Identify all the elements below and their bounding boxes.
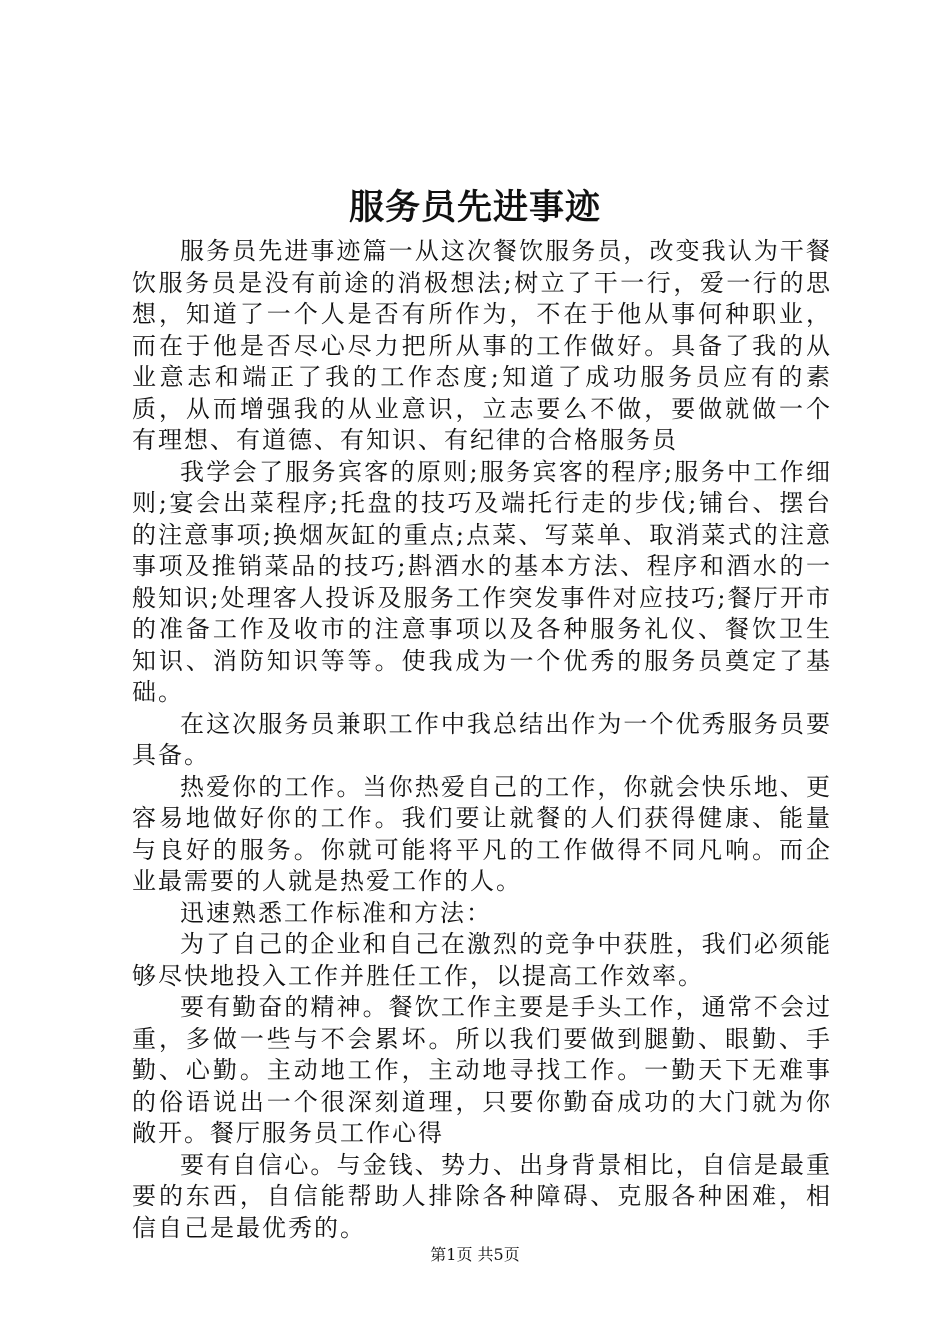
document-body <box>132 236 832 1244</box>
paragraph: 在这次服务员兼职工作中我总结出作为一个优秀服务员要具备。 <box>132 709 832 769</box>
paragraph: 迅速熟悉工作标准和方法： <box>180 898 492 927</box>
paragraph: 为了自己的企业和自己在激烈的竞争中获胜，我们必须能够尽快地投入工作并胜任工作，以提高工作效率。 <box>132 930 832 990</box>
paragraph: 要有勤奋的精神。餐饮工作主要是手头工作，通常不会过重，多做一些与不会累坏。所以我们要做到腿勤、眼勤、手勤、心勤。主动地工作，主动地寻找工作。一勤天下无难事的俗语说出一个很深刻道理，只要你勤奋成功的大门就为你敞开。餐厅服务员工作心得 <box>132 993 832 1147</box>
paragraph: 要有自信心。与金钱、势力、出身背景相比，自信是最重要的东西，自信能帮助人排除各种障碍、克服各种困难，相信自己是最优秀的。 <box>132 1150 832 1242</box>
paragraph: 服务员先进事迹篇一从这次餐饮服务员，改变我认为干餐饮服务员是没有前途的消极想法;树立了干一行，爱一行的思想，知道了一个人是否有所作为，不在于他从事何种职业，而在于他是否尽心尽力把所从事的工作做好。具备了我的从业意志和端正了我的工作态度;知道了成功服务员应有的素质，从而增强我的从业意识，立志要么不做，要做就做一个有理想、有道德、有知识、有纪律的合格服务员 <box>132 237 832 454</box>
paragraph: 我学会了服务宾客的原则;服务宾客的程序;服务中工作细则;宴会出菜程序;托盘的技巧及端托行走的步伐;铺台、摆台的注意事项;换烟灰缸的重点;点菜、写菜单、取消菜式的注意事项及推销菜品的技巧;斟酒水的基本方法、程序和酒水的一般知识;处理客人投诉及服务工作突发事件对应技巧;餐厅开市的准备工作及收市的注意事项以及各种服务礼仪、餐饮卫生知识、消防知识等等。使我成为一个优秀的服务员奠定了基础。 <box>132 457 832 706</box>
document-title: 服务员先进事迹 <box>348 187 601 228</box>
page-footer: 第1页 共5页 <box>430 1245 520 1264</box>
paragraph: 热爱你的工作。当你热爱自己的工作，你就会快乐地、更容易地做好你的工作。我们要让就餐的人们获得健康、能量与良好的服务。你就可能将平凡的工作做得不同凡响。而企业最需要的人就是热爱工作的人。 <box>132 772 832 895</box>
